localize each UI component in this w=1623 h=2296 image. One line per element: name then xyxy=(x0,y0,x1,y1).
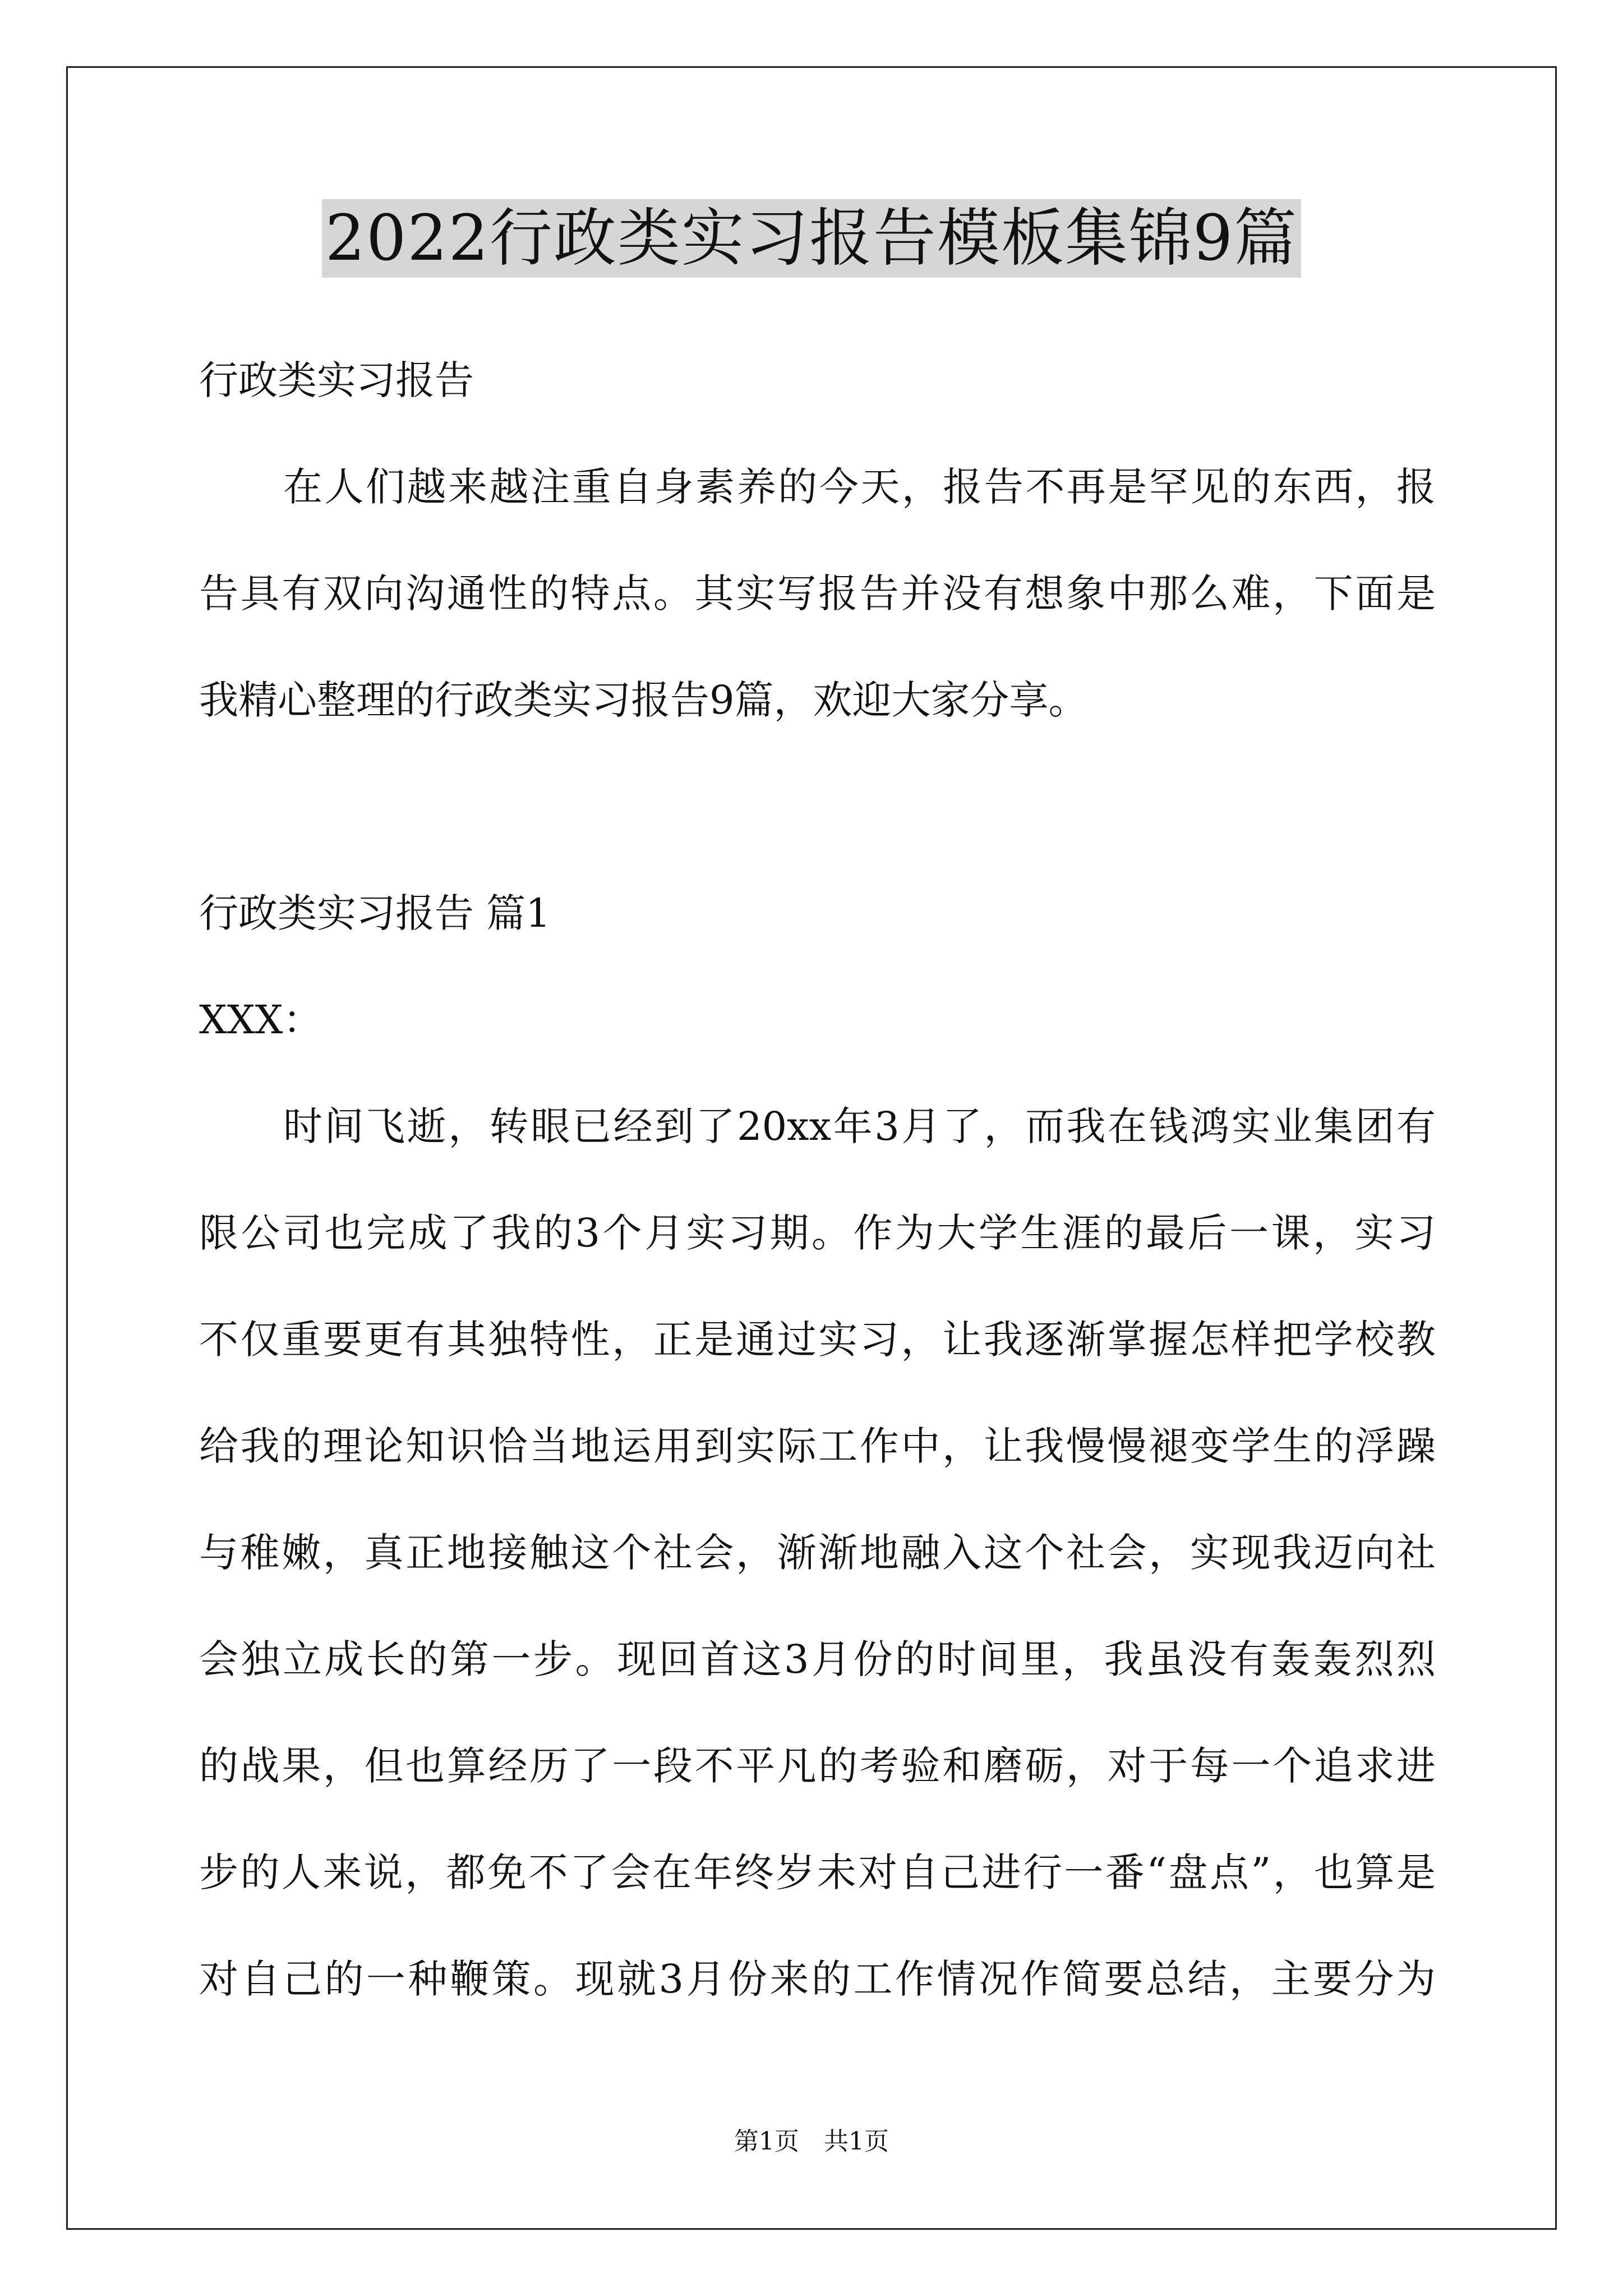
body-line-4: 给我的理论知识恰当地运用到实际工作中，让我慢慢褪变学生的浮躁 xyxy=(199,1423,1436,1469)
body-line-9: 对自己的一种鞭策。现就3月份来的工作情况作简要总结，主要分为 xyxy=(199,1956,1436,2002)
title-container xyxy=(0,199,1623,278)
body-line-7: 的战果，但也算经历了一段不平凡的考验和磨砺，对于每一个追求进 xyxy=(199,1743,1436,1789)
intro-line-3: 我精心整理的行政类实习报告9篇，欢迎大家分享。 xyxy=(199,677,1088,723)
body-line-3: 不仅重要更有其独特性，正是通过实习，让我逐渐掌握怎样把学校教 xyxy=(199,1317,1436,1363)
body-line-8: 步的人来说，都免不了会在年终岁未对自己进行一番“盘点”，也算是 xyxy=(199,1849,1436,1895)
part-heading: 行政类实习报告 篇1 xyxy=(199,890,551,936)
salutation: XXX： xyxy=(199,997,322,1043)
body-line-6: 会独立成长的第一步。现回首这3月份的时间里，我虽没有轰轰烈烈 xyxy=(199,1636,1436,1682)
intro-line-1: 在人们越来越注重自身素养的今天，报告不再是罕见的东西，报 xyxy=(283,464,1436,510)
body-line-5: 与稚嫩，真正地接触这个社会，渐渐地融入这个社会，实现我迈向社 xyxy=(199,1530,1436,1576)
body-line-1: 时间飞逝，转眼已经到了20xx年3月了，而我在钱鸿实业集团有 xyxy=(283,1103,1436,1149)
body-line-2: 限公司也完成了我的3个月实习期。作为大学生涯的最后一课，实习 xyxy=(199,1210,1436,1256)
page-footer: 第1页 共1页 xyxy=(734,2127,889,2156)
intro-line-2: 告具有双向沟通性的特点。其实写报告并没有想象中那么难，下面是 xyxy=(199,570,1436,616)
document-title: 2022行政类实习报告模板集锦9篇 xyxy=(322,199,1301,278)
section-heading: 行政类实习报告 xyxy=(199,357,474,403)
